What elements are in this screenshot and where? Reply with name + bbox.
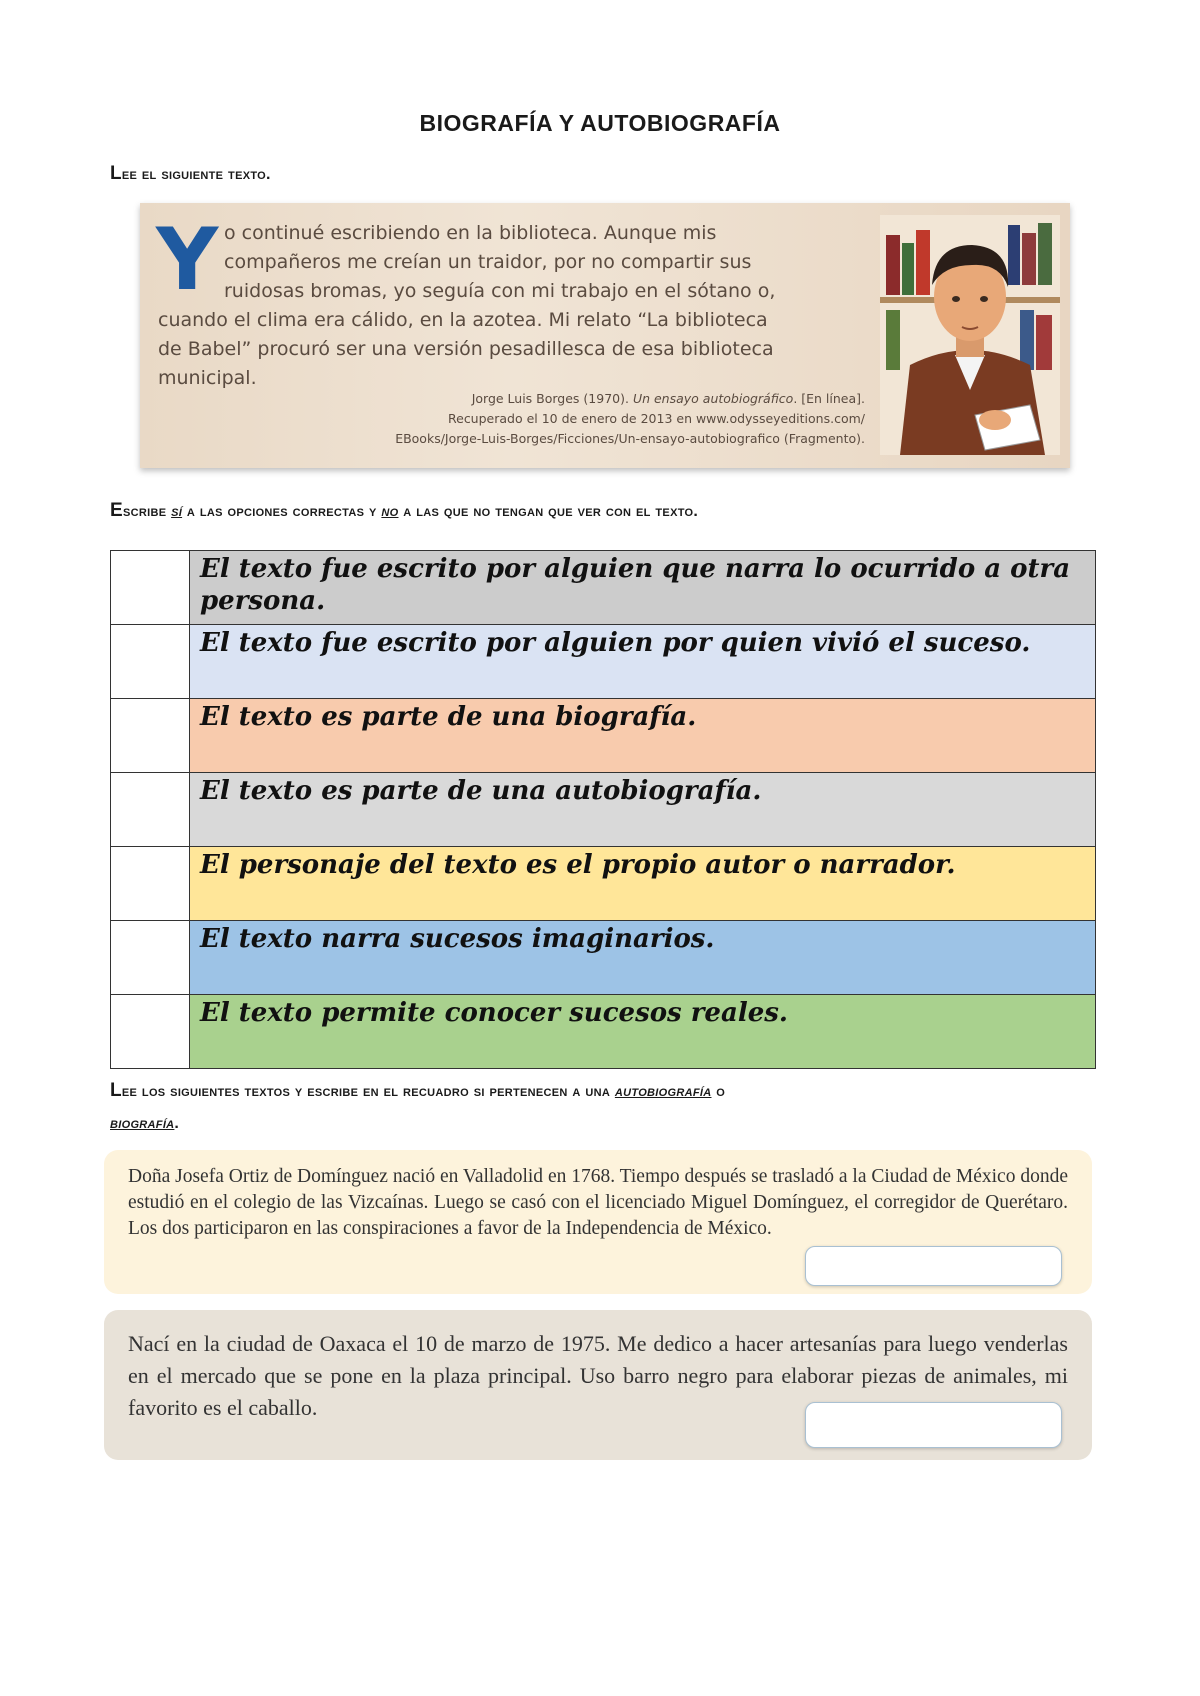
table-row: [111, 625, 1096, 699]
drop-cap: Y: [156, 210, 219, 310]
yes-no-table: [110, 550, 1096, 1069]
answer-cell[interactable]: [111, 847, 190, 921]
table-row: [111, 699, 1096, 773]
answer-cell[interactable]: [111, 995, 190, 1069]
statement-cell: El texto fue escrito por alguien por quien vivió el suceso.: [190, 625, 1096, 699]
answer-field[interactable]: [805, 1402, 1062, 1448]
answer-field[interactable]: [805, 1246, 1062, 1286]
reading-text: [156, 210, 848, 393]
reading-line: ruidosas bromas, yo seguía con mi trabajo en el sótano o,: [224, 280, 776, 302]
author-portrait-illustration: [880, 215, 1060, 455]
reading-line: o continué escribiendo en la biblioteca. Aunque mis: [224, 222, 717, 244]
instruction-yes-no: Escribe sí a las opciones correctas y no a las que no tengan que ver con el texto.: [110, 500, 699, 521]
table-row: [111, 921, 1096, 995]
table-row: [111, 847, 1096, 921]
answer-cell[interactable]: [111, 773, 190, 847]
text-box-autobiography: [104, 1310, 1092, 1460]
reading-card: [140, 203, 1070, 468]
instruction-classify: Lee los siguientes textos y escribe en el recuadro si pertenecen a una autobiografía o biografía.: [110, 1080, 726, 1132]
statement-cell: El texto narra sucesos imaginarios.: [190, 921, 1096, 995]
statement-cell: El texto permite conocer sucesos reales.: [190, 995, 1096, 1069]
reading-line: municipal.: [158, 367, 257, 389]
text-box-body: Nací en la ciudad de Oaxaca el 10 de marzo de 1975. Me dedico a hacer artesanías para luego venderlas en el mercado que se pone en la plaza principal. Uso barro negro para elaborar piezas de animales, mi favorito es el caballo.: [128, 1331, 1068, 1420]
table-row: [111, 995, 1096, 1069]
text-box-biography: [104, 1150, 1092, 1294]
statement-cell: El texto es parte de una autobiografía.: [190, 773, 1096, 847]
page-title: BIOGRAFÍA Y AUTOBIOGRAFÍA: [419, 110, 781, 136]
statement-cell: El texto es parte de una biografía.: [190, 699, 1096, 773]
answer-cell[interactable]: [111, 699, 190, 773]
statement-cell: El texto fue escrito por alguien que narra lo ocurrido a otra persona.: [190, 551, 1096, 625]
answer-cell[interactable]: [111, 551, 190, 625]
answer-cell[interactable]: [111, 625, 190, 699]
table-row: [111, 551, 1096, 625]
reading-line: cuando el clima era cálido, en la azotea. Mi relato “La biblioteca: [158, 309, 768, 331]
reading-line: de Babel” procuró ser una versión pesadillesca de esa biblioteca: [158, 338, 774, 360]
statement-cell: El personaje del texto es el propio autor o narrador.: [190, 847, 1096, 921]
text-box-body: Doña Josefa Ortiz de Domínguez nació en Valladolid en 1768. Tiempo después se trasladó a la Ciudad de México donde estudió en el colegio de las Vizcaínas. Luego se casó con el licenciado Miguel Domínguez, el corregidor de Querétaro. Los dos participaron en las conspiraciones a favor de la Independencia de México.: [128, 1166, 1068, 1239]
reading-line: compañeros me creían un traidor, por no compartir sus: [224, 251, 752, 273]
instruction-read: Lee el siguiente texto.: [110, 163, 271, 184]
citation: Jorge Luis Borges (1970). Un ensayo autobiográfico. [En línea]. Recuperado el 10 de enero de 2013 en www.odysseyeditions.com/ EBooks/Jorge-Luis-Borges/Ficciones/Un-ensayo-autobiografico (Fragmento).: [395, 391, 865, 446]
table-row: [111, 773, 1096, 847]
answer-cell[interactable]: [111, 921, 190, 995]
